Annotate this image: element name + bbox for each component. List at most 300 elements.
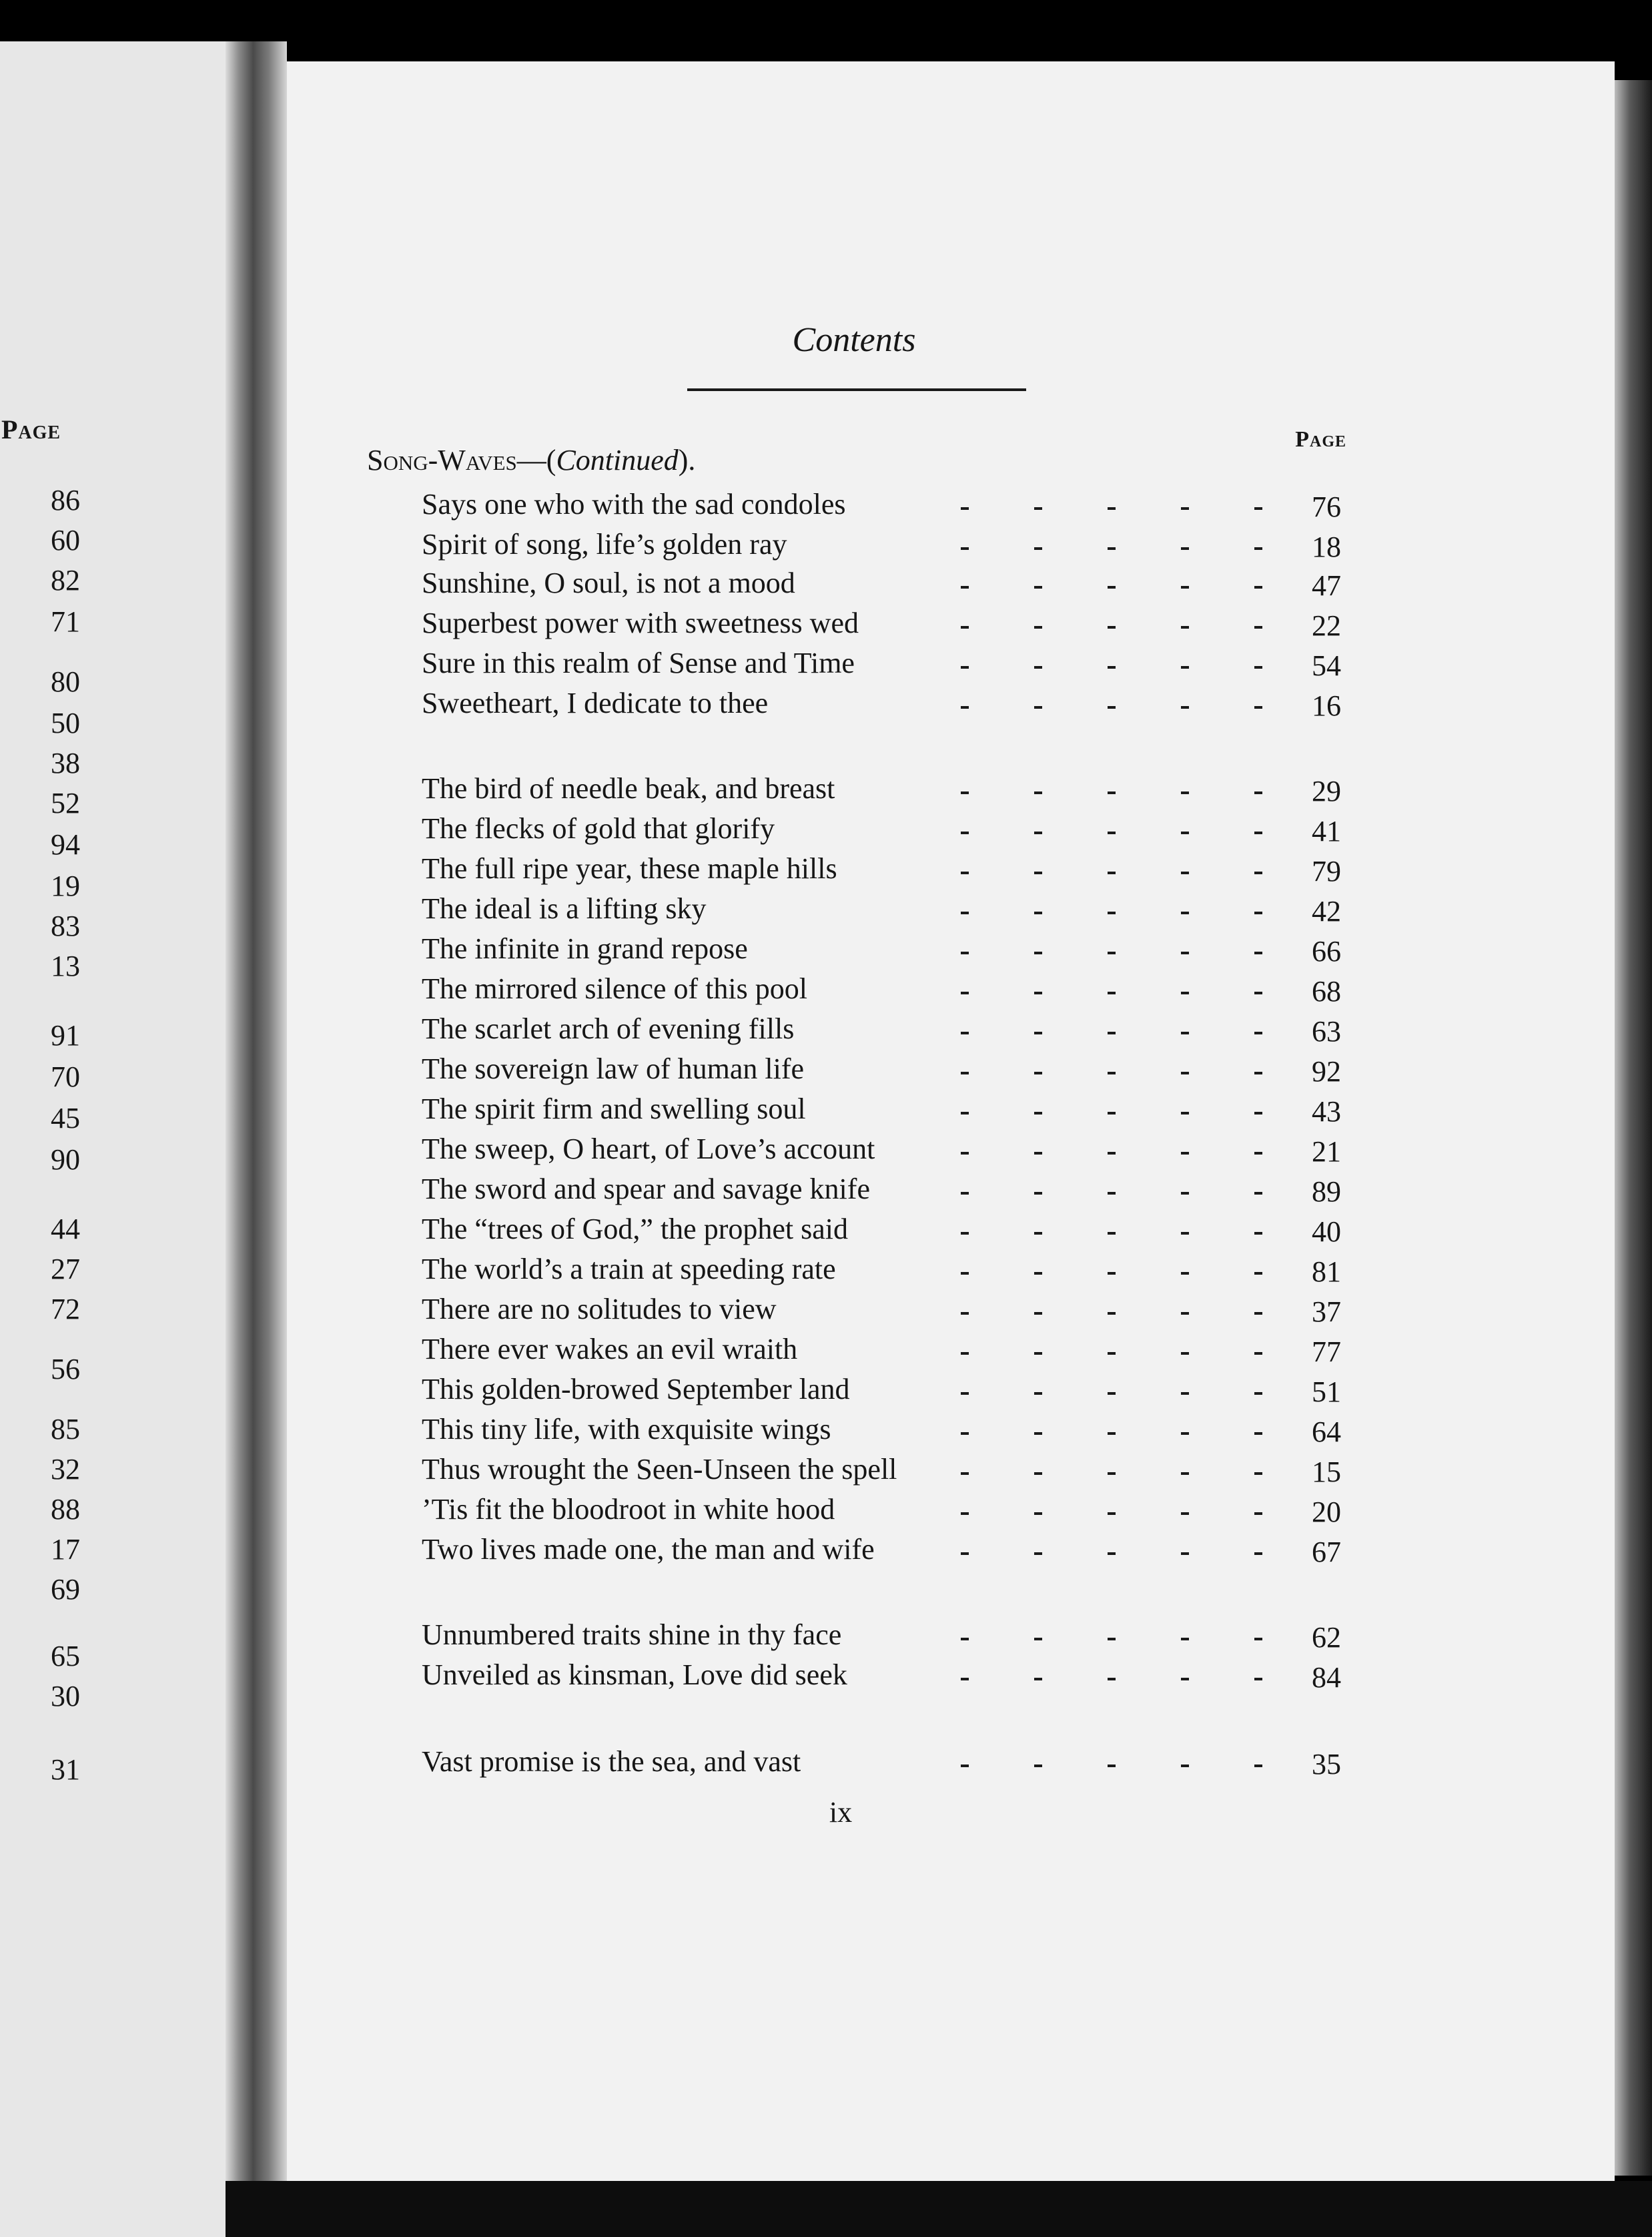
leader-dash	[961, 1352, 969, 1355]
contents-entry	[0, 1012, 1652, 1052]
leader-dash	[1181, 1678, 1189, 1680]
leader-dash	[1108, 1678, 1116, 1680]
leader-dash	[961, 1072, 969, 1074]
leader-dash	[1034, 1152, 1042, 1155]
leader-dash	[1108, 912, 1116, 914]
leader-dash	[1034, 706, 1042, 709]
left-page-number: 70	[51, 1060, 80, 1093]
leader-dash	[1254, 1072, 1262, 1074]
leader-dash	[1034, 507, 1042, 510]
entry-page-number: 67	[1312, 1536, 1341, 1568]
entry-title: Unnumbered traits shine in thy face	[422, 1618, 842, 1651]
leader-dash	[1181, 912, 1189, 914]
leader-dash	[1181, 1192, 1189, 1195]
entry-page-number: 42	[1312, 895, 1341, 928]
leader-dash	[961, 586, 969, 589]
entry-title: The infinite in grand repose	[422, 932, 748, 965]
dot-leader	[947, 1252, 1261, 1292]
leader-dash	[1181, 1032, 1189, 1034]
leader-dash	[1254, 872, 1262, 874]
leader-dash	[1254, 992, 1262, 994]
leader-dash	[961, 507, 969, 510]
dot-leader	[947, 1658, 1261, 1698]
leader-dash	[1034, 1272, 1042, 1275]
section-name: Song-Waves	[367, 444, 517, 476]
leader-dash	[961, 1512, 969, 1515]
left-page-number: 65	[51, 1640, 80, 1672]
entry-title: The sword and spear and savage knife	[422, 1173, 870, 1205]
leader-dash	[1181, 952, 1189, 954]
dot-leader	[947, 852, 1261, 892]
left-page-number: 86	[51, 484, 80, 517]
leader-dash	[961, 1272, 969, 1275]
leader-dash	[1181, 1112, 1189, 1114]
contents-entry	[0, 1412, 1652, 1452]
leader-dash	[1108, 872, 1116, 874]
entry-title: Vast promise is the sea, and vast	[422, 1745, 801, 1778]
leader-dash	[1034, 1765, 1042, 1767]
entry-title: Thus wrought the Seen-Unseen the spell	[422, 1453, 897, 1486]
leader-dash	[1108, 952, 1116, 954]
leader-dash	[1181, 1392, 1189, 1395]
leader-dash	[961, 706, 969, 709]
leader-dash	[1181, 1232, 1189, 1235]
leader-dash	[1034, 1312, 1042, 1315]
left-page-number: 56	[51, 1353, 80, 1385]
entry-title: Spirit of song, life’s golden ray	[422, 528, 787, 561]
leader-dash	[1181, 666, 1189, 669]
left-page-number: 17	[51, 1533, 80, 1566]
leader-dash	[1108, 1352, 1116, 1355]
leader-dash	[1034, 1552, 1042, 1555]
leader-dash	[1254, 1392, 1262, 1395]
entry-page-number: 18	[1312, 531, 1341, 563]
entry-page-number: 92	[1312, 1055, 1341, 1088]
leader-dash	[961, 1678, 969, 1680]
left-page-header: Page	[1, 414, 61, 444]
leader-dash	[1254, 832, 1262, 834]
contents-entry	[0, 1332, 1652, 1372]
contents-entry	[0, 487, 1652, 527]
leader-dash	[1108, 1272, 1116, 1275]
leader-dash	[961, 791, 969, 794]
contents-entry	[0, 771, 1652, 812]
leader-dash	[1108, 547, 1116, 550]
leader-dash	[1108, 1552, 1116, 1555]
entry-title: The full ripe year, these maple hills	[422, 852, 837, 885]
entry-page-number: 51	[1312, 1375, 1341, 1408]
contents-entry	[0, 972, 1652, 1012]
leader-dash	[1254, 791, 1262, 794]
leader-dash	[1181, 586, 1189, 589]
leader-dash	[1034, 626, 1042, 629]
dot-leader	[947, 892, 1261, 932]
contents-entry	[0, 1658, 1652, 1698]
entry-page-number: 84	[1312, 1661, 1341, 1694]
left-page-number: 52	[51, 787, 80, 820]
leader-dash	[1034, 832, 1042, 834]
entry-page-number: 66	[1312, 935, 1341, 968]
contents-entry	[0, 852, 1652, 892]
entry-page-number: 47	[1312, 569, 1341, 602]
entry-page-number: 40	[1312, 1215, 1341, 1248]
contents-entry	[0, 1452, 1652, 1492]
left-page-number: 69	[51, 1573, 80, 1606]
leader-dash	[1254, 1352, 1262, 1355]
leader-dash	[1108, 1072, 1116, 1074]
contents-entry	[0, 566, 1652, 606]
leader-dash	[1181, 1272, 1189, 1275]
left-page-number: 44	[51, 1213, 80, 1245]
entry-title: There ever wakes an evil wraith	[422, 1333, 798, 1365]
section-continued: Continued	[556, 444, 679, 476]
contents-entry	[0, 527, 1652, 567]
left-page-number: 94	[51, 828, 80, 861]
leader-dash	[1108, 1192, 1116, 1195]
entry-title: Superbest power with sweetness wed	[422, 607, 859, 639]
leader-dash	[1254, 586, 1262, 589]
contents-entry	[0, 1172, 1652, 1212]
leader-dash	[1254, 1032, 1262, 1034]
leader-dash	[1108, 992, 1116, 994]
leader-dash	[1254, 547, 1262, 550]
contents-entry	[0, 1292, 1652, 1332]
leader-dash	[1181, 791, 1189, 794]
leader-dash	[961, 1392, 969, 1395]
contents-entry	[0, 1132, 1652, 1172]
left-page-number: 80	[51, 665, 80, 698]
entry-page-number: 54	[1312, 649, 1341, 682]
leader-dash	[1181, 1352, 1189, 1355]
leader-dash	[1034, 586, 1042, 589]
leader-dash	[1181, 1512, 1189, 1515]
leader-dash	[1108, 1312, 1116, 1315]
leader-dash	[961, 1152, 969, 1155]
leader-dash	[1108, 1472, 1116, 1475]
left-page-number: 30	[51, 1680, 80, 1712]
leader-dash	[1254, 1272, 1262, 1275]
leader-dash	[1108, 1032, 1116, 1034]
leader-dash	[961, 1432, 969, 1435]
leader-dash	[1034, 1512, 1042, 1515]
leader-dash	[1181, 872, 1189, 874]
dot-leader	[947, 932, 1261, 972]
leader-dash	[1181, 547, 1189, 550]
section-heading	[367, 443, 695, 477]
left-page-number: 90	[51, 1143, 80, 1176]
entry-page-number: 35	[1312, 1748, 1341, 1781]
leader-dash	[1034, 992, 1042, 994]
entry-page-number: 77	[1312, 1335, 1341, 1368]
entry-page-number: 20	[1312, 1496, 1341, 1528]
entry-page-number: 64	[1312, 1415, 1341, 1448]
contents-entry	[0, 646, 1652, 686]
leader-dash	[961, 992, 969, 994]
contents-entry	[0, 892, 1652, 932]
leader-dash	[961, 1765, 969, 1767]
entry-title: The “trees of God,” the prophet said	[422, 1213, 848, 1245]
entry-title: This tiny life, with exquisite wings	[422, 1413, 831, 1446]
leader-dash	[1034, 1638, 1042, 1640]
leader-dash	[961, 1112, 969, 1114]
left-page-number: 19	[51, 870, 80, 902]
dot-leader	[947, 1492, 1261, 1532]
leader-dash	[1108, 791, 1116, 794]
leader-dash	[961, 1192, 969, 1195]
left-page-number: 50	[51, 707, 80, 739]
entry-page-number: 21	[1312, 1135, 1341, 1168]
dot-leader	[947, 1212, 1261, 1252]
leader-dash	[1034, 547, 1042, 550]
leader-dash	[1181, 1552, 1189, 1555]
leader-dash	[1034, 1352, 1042, 1355]
left-page-number: 88	[51, 1493, 80, 1526]
leader-dash	[1034, 1032, 1042, 1034]
contents-entry	[0, 1372, 1652, 1412]
left-page-number: 45	[51, 1102, 80, 1135]
leader-dash	[1181, 706, 1189, 709]
entry-page-number: 63	[1312, 1015, 1341, 1048]
left-page-number: 31	[51, 1753, 80, 1786]
leader-dash	[1108, 1432, 1116, 1435]
leader-dash	[1034, 952, 1042, 954]
dot-leader	[947, 1332, 1261, 1372]
leader-dash	[1108, 1112, 1116, 1114]
leader-dash	[1254, 1552, 1262, 1555]
leader-dash	[1108, 507, 1116, 510]
dot-leader	[947, 1132, 1261, 1172]
left-page-number: 13	[51, 950, 80, 982]
leader-dash	[1034, 1432, 1042, 1435]
entry-title: The spirit firm and swelling soul	[422, 1092, 806, 1125]
left-page-number: 60	[51, 524, 80, 557]
contents-entry	[0, 606, 1652, 646]
dot-leader	[947, 1412, 1261, 1452]
dot-leader	[947, 1744, 1261, 1785]
leader-dash	[1108, 1232, 1116, 1235]
leader-dash	[961, 952, 969, 954]
leader-dash	[1254, 507, 1262, 510]
leader-dash	[1254, 952, 1262, 954]
leader-dash	[1254, 1112, 1262, 1114]
dot-leader	[947, 646, 1261, 686]
leader-dash	[1254, 1432, 1262, 1435]
leader-dash	[1254, 1192, 1262, 1195]
leader-dash	[961, 1032, 969, 1034]
leader-dash	[1181, 1638, 1189, 1640]
entry-page-number: 37	[1312, 1295, 1341, 1328]
leader-dash	[1254, 1678, 1262, 1680]
dot-leader	[947, 487, 1261, 527]
dot-leader	[947, 527, 1261, 567]
left-page-number: 91	[51, 1019, 80, 1052]
leader-dash	[1108, 1392, 1116, 1395]
dot-leader	[947, 1052, 1261, 1092]
page-bottom-shadow	[226, 2181, 1652, 2237]
leader-dash	[1034, 912, 1042, 914]
entry-title: This golden-browed September land	[422, 1373, 850, 1405]
leader-dash	[1034, 1072, 1042, 1074]
leader-dash	[1108, 832, 1116, 834]
entry-page-number: 22	[1312, 609, 1341, 642]
leader-dash	[961, 1232, 969, 1235]
leader-dash	[961, 1472, 969, 1475]
leader-dash	[1108, 626, 1116, 629]
leader-dash	[1254, 1312, 1262, 1315]
dot-leader	[947, 1532, 1261, 1572]
left-page-number: 85	[51, 1413, 80, 1446]
contents-entry	[0, 812, 1652, 852]
left-page-number: 72	[51, 1293, 80, 1325]
entry-title: Sweetheart, I dedicate to thee	[422, 687, 769, 719]
contents-entry	[0, 932, 1652, 972]
leader-dash	[1254, 1152, 1262, 1155]
dot-leader	[947, 1012, 1261, 1052]
leader-dash	[1181, 1152, 1189, 1155]
leader-dash	[1181, 1432, 1189, 1435]
leader-dash	[1034, 1192, 1042, 1195]
contents-entry	[0, 686, 1652, 726]
entry-title: The sovereign law of human life	[422, 1052, 805, 1085]
contents-entry	[0, 1092, 1652, 1132]
leader-dash	[1181, 992, 1189, 994]
dot-leader	[947, 686, 1261, 726]
entry-page-number: 43	[1312, 1095, 1341, 1128]
entry-title: The scarlet arch of evening fills	[422, 1012, 795, 1045]
entry-title: ’Tis fit the bloodroot in white hood	[422, 1493, 835, 1526]
leader-dash	[1181, 507, 1189, 510]
leader-dash	[1181, 1765, 1189, 1767]
contents-entry	[0, 1532, 1652, 1572]
leader-dash	[1034, 1472, 1042, 1475]
entry-title: Two lives made one, the man and wife	[422, 1533, 875, 1566]
entry-title: Unveiled as kinsman, Love did seek	[422, 1658, 847, 1691]
leader-dash	[961, 666, 969, 669]
entry-page-number: 62	[1312, 1621, 1341, 1654]
leader-dash	[1108, 706, 1116, 709]
leader-dash	[1254, 626, 1262, 629]
leader-dash	[1034, 1392, 1042, 1395]
leader-dash	[961, 626, 969, 629]
contents-entry	[0, 1744, 1652, 1785]
left-page-number: 83	[51, 910, 80, 942]
leader-dash	[1254, 1232, 1262, 1235]
leader-dash	[1034, 1232, 1042, 1235]
leader-dash	[1254, 1638, 1262, 1640]
entry-title: There are no solitudes to view	[422, 1293, 777, 1325]
leader-dash	[1254, 666, 1262, 669]
leader-dash	[1108, 1638, 1116, 1640]
leader-dash	[1181, 1312, 1189, 1315]
entry-page-number: 41	[1312, 815, 1341, 848]
left-page-number: 27	[51, 1253, 80, 1285]
leader-dash	[1108, 586, 1116, 589]
leader-dash	[1034, 666, 1042, 669]
title-rule	[687, 388, 1026, 391]
contents-entry	[0, 1618, 1652, 1658]
left-page-number: 38	[51, 747, 80, 779]
contents-entry	[0, 1252, 1652, 1292]
left-page-number: 82	[51, 564, 80, 597]
entry-title: The ideal is a lifting sky	[422, 892, 707, 925]
leader-dash	[1034, 872, 1042, 874]
leader-dash	[1108, 1512, 1116, 1515]
contents-entry	[0, 1492, 1652, 1532]
leader-dash	[1034, 1112, 1042, 1114]
leader-dash	[1181, 626, 1189, 629]
leader-dash	[1034, 1678, 1042, 1680]
right-page-header: Page	[1295, 427, 1346, 452]
leader-dash	[961, 547, 969, 550]
leader-dash	[961, 1552, 969, 1555]
entry-title: Sunshine, O soul, is not a mood	[422, 567, 795, 599]
contents-entry	[0, 1052, 1652, 1092]
entry-page-number: 68	[1312, 975, 1341, 1008]
leader-dash	[1254, 1765, 1262, 1767]
leader-dash	[961, 872, 969, 874]
dot-leader	[947, 1372, 1261, 1412]
entry-page-number: 89	[1312, 1175, 1341, 1208]
entry-page-number: 79	[1312, 855, 1341, 888]
leader-dash	[1254, 912, 1262, 914]
leader-dash	[1108, 1152, 1116, 1155]
contents-entry	[0, 1212, 1652, 1252]
leader-dash	[1254, 1512, 1262, 1515]
leader-dash	[961, 912, 969, 914]
dot-leader	[947, 1618, 1261, 1658]
entry-page-number: 81	[1312, 1255, 1341, 1288]
leader-dash	[1181, 1472, 1189, 1475]
leader-dash	[1181, 832, 1189, 834]
entry-page-number: 15	[1312, 1456, 1341, 1488]
contents-title: Contents	[792, 321, 916, 359]
dot-leader	[947, 1292, 1261, 1332]
leader-dash	[961, 832, 969, 834]
leader-dash	[1108, 666, 1116, 669]
dot-leader	[947, 606, 1261, 646]
dot-leader	[947, 566, 1261, 606]
section-paren-open: —(	[516, 444, 556, 476]
entry-page-number: 29	[1312, 775, 1341, 808]
dot-leader	[947, 1172, 1261, 1212]
section-paren-close: ).	[678, 444, 696, 476]
dot-leader	[947, 1092, 1261, 1132]
entry-title: The mirrored silence of this pool	[422, 972, 807, 1005]
entry-title: The world’s a train at speeding rate	[422, 1253, 836, 1285]
leader-dash	[1254, 706, 1262, 709]
dot-leader	[947, 1452, 1261, 1492]
left-page-number: 71	[51, 605, 80, 638]
left-page-number: 32	[51, 1453, 80, 1486]
leader-dash	[1181, 1072, 1189, 1074]
entry-page-number: 16	[1312, 689, 1341, 722]
dot-leader	[947, 812, 1261, 852]
entry-title: Sure in this realm of Sense and Time	[422, 647, 855, 679]
folio: ix	[829, 1796, 853, 1829]
entry-title: The flecks of gold that glorify	[422, 812, 775, 845]
entry-title: Says one who with the sad condoles	[422, 488, 846, 521]
entry-title: The sweep, O heart, of Love’s account	[422, 1133, 875, 1165]
leader-dash	[1034, 791, 1042, 794]
dot-leader	[947, 771, 1261, 812]
dot-leader	[947, 972, 1261, 1012]
entry-title: The bird of needle beak, and breast	[422, 772, 835, 805]
leader-dash	[1254, 1472, 1262, 1475]
leader-dash	[961, 1312, 969, 1315]
leader-dash	[1108, 1765, 1116, 1767]
entry-page-number: 76	[1312, 491, 1341, 523]
leader-dash	[961, 1638, 969, 1640]
